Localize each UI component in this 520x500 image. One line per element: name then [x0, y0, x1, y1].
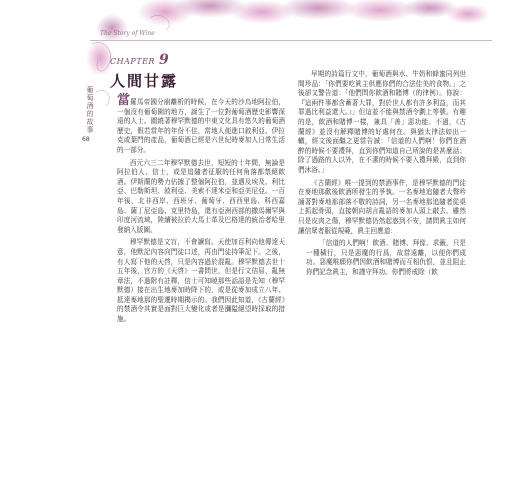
chapter-title: 人間甘露: [110, 72, 179, 90]
paragraph: 西元六三二年穆罕默德去世，短短的十年間，無論是阿拉伯人、信士，或是追隨者征服的任何角落都禁絕飲酒。伊斯蘭的勢力佔據了整個阿拉伯，並邁及埃及、利比亞、巴勒斯坦、敘利亞、美索不達米亞和亞美尼亞。一百年後，北非西岸、西班牙、葡萄牙、西西里島、科西嘉島、薩丁尼亞島、克里特島，還有亞洲西部的撒馬爾罕與印度河流域，陸續被拉於大馬士革及巴格達的統治者哈里發納入版圖。: [117, 158, 285, 234]
paragraph: 《古蘭經》唯一提到的禁酒事件，是穆罕默德的門徒在麥地那歡後飲酒所發生的爭執。一名麥地追隨者大聲吟誦著對麥地那部落不敬的詩詞，另一名麥地那追隨者從桌上抓起骨頭，直接朝向胡言亂語的麥加人頭上敲去，雖然只是皮肉之傷，穆罕默德仍然起惑到不安，請問眞主如何讓信眾者服從規範，眞主回應道：: [298, 178, 466, 235]
header-rule: [90, 40, 492, 41]
right-text-column: [298, 70, 466, 280]
paragraph: 當羅馬帝國分崩離析的時候，在今天的沙烏地阿拉伯，一個沒有葡萄園的地方，誕生了一位對葡萄酒歷史影響深遠的人士。圍繞著穆罕默德的中東文化具有悠久的葡萄酒歷史，假若當年的年份不佳，當地人便進口敘利亞、伊拉克或葉門的產品，葡萄酒已經是六世紀時麥加人日常生活的一部分。: [117, 93, 285, 154]
left-text-column: [117, 93, 285, 328]
chapter-label: CHAPTER: [110, 57, 155, 66]
side-running-title: 葡萄酒的故事: [86, 86, 94, 134]
paragraph: 穆罕默德是文盲，不會讀寫。天使加百利向他傳達天意，他默記內容向門徒口述，再由門徒持筆記下。之後，有人寫下他的天啓，只是內容過於混亂。穆罕默德去世十五年後，官方的《天啓》一書問世，但是行文佶屈，亂無章法，不過附有註釋，信士可知曉那些話語是先知（穆罕默德）接在出生地麥加時降下的，或是從麥加成立八年、抵達麥地那的聖遷時期揭示的。我們因此知道，《古蘭經》的禁酒令其實是面對巨大變化或者是瀰隘絕望時採取的措施。: [117, 238, 285, 324]
paragraph: 早期的詩篇行文中，葡萄酒與水、牛奶和蜂蜜同列世間珍品：「你們要吃眞主供應你們的合法佳美的食物。」之後卻又警告道：「他們問你飲酒和賭博（的律例）。你說：『這兩件事都含蓄著大罪，對於世人都有許多利益，而其罪過比利益還大。』」但這並不能與禁酒令劃上等號。有趣的是，飲酒和賭博一樣，兼具「善」惡功能。不過，《古蘭經》並沒有解釋賭博的好處何在。與猶太律法如出一轍，經文後面繼之更當告誡：「信道的人們啊！你們在酒醉的時候不要禮拜，直到你們知道自己所說的是甚麼話；除了過路的人以外，在不潔的時候不要入禮拜殿，直到你們沐浴。」: [298, 70, 466, 174]
chapter-number: 9: [159, 52, 170, 68]
drop-cap: 當: [117, 93, 131, 108]
chapter-heading: [110, 52, 169, 68]
page-number: 68: [82, 136, 90, 143]
book-series-title: The Story of Wine: [100, 30, 155, 37]
quoted-passage: 「信道的人們啊！飲酒、賭博、拜像、求籤，只是一種穢行，只是惡魔的行爲，故當遠離，以便你們成功。惡魔唯願你們因飲酒和賭博而互相仇恨，並且阻止你們記念眞主，和謹守拜功。你們將戒除（飲: [306, 239, 466, 276]
